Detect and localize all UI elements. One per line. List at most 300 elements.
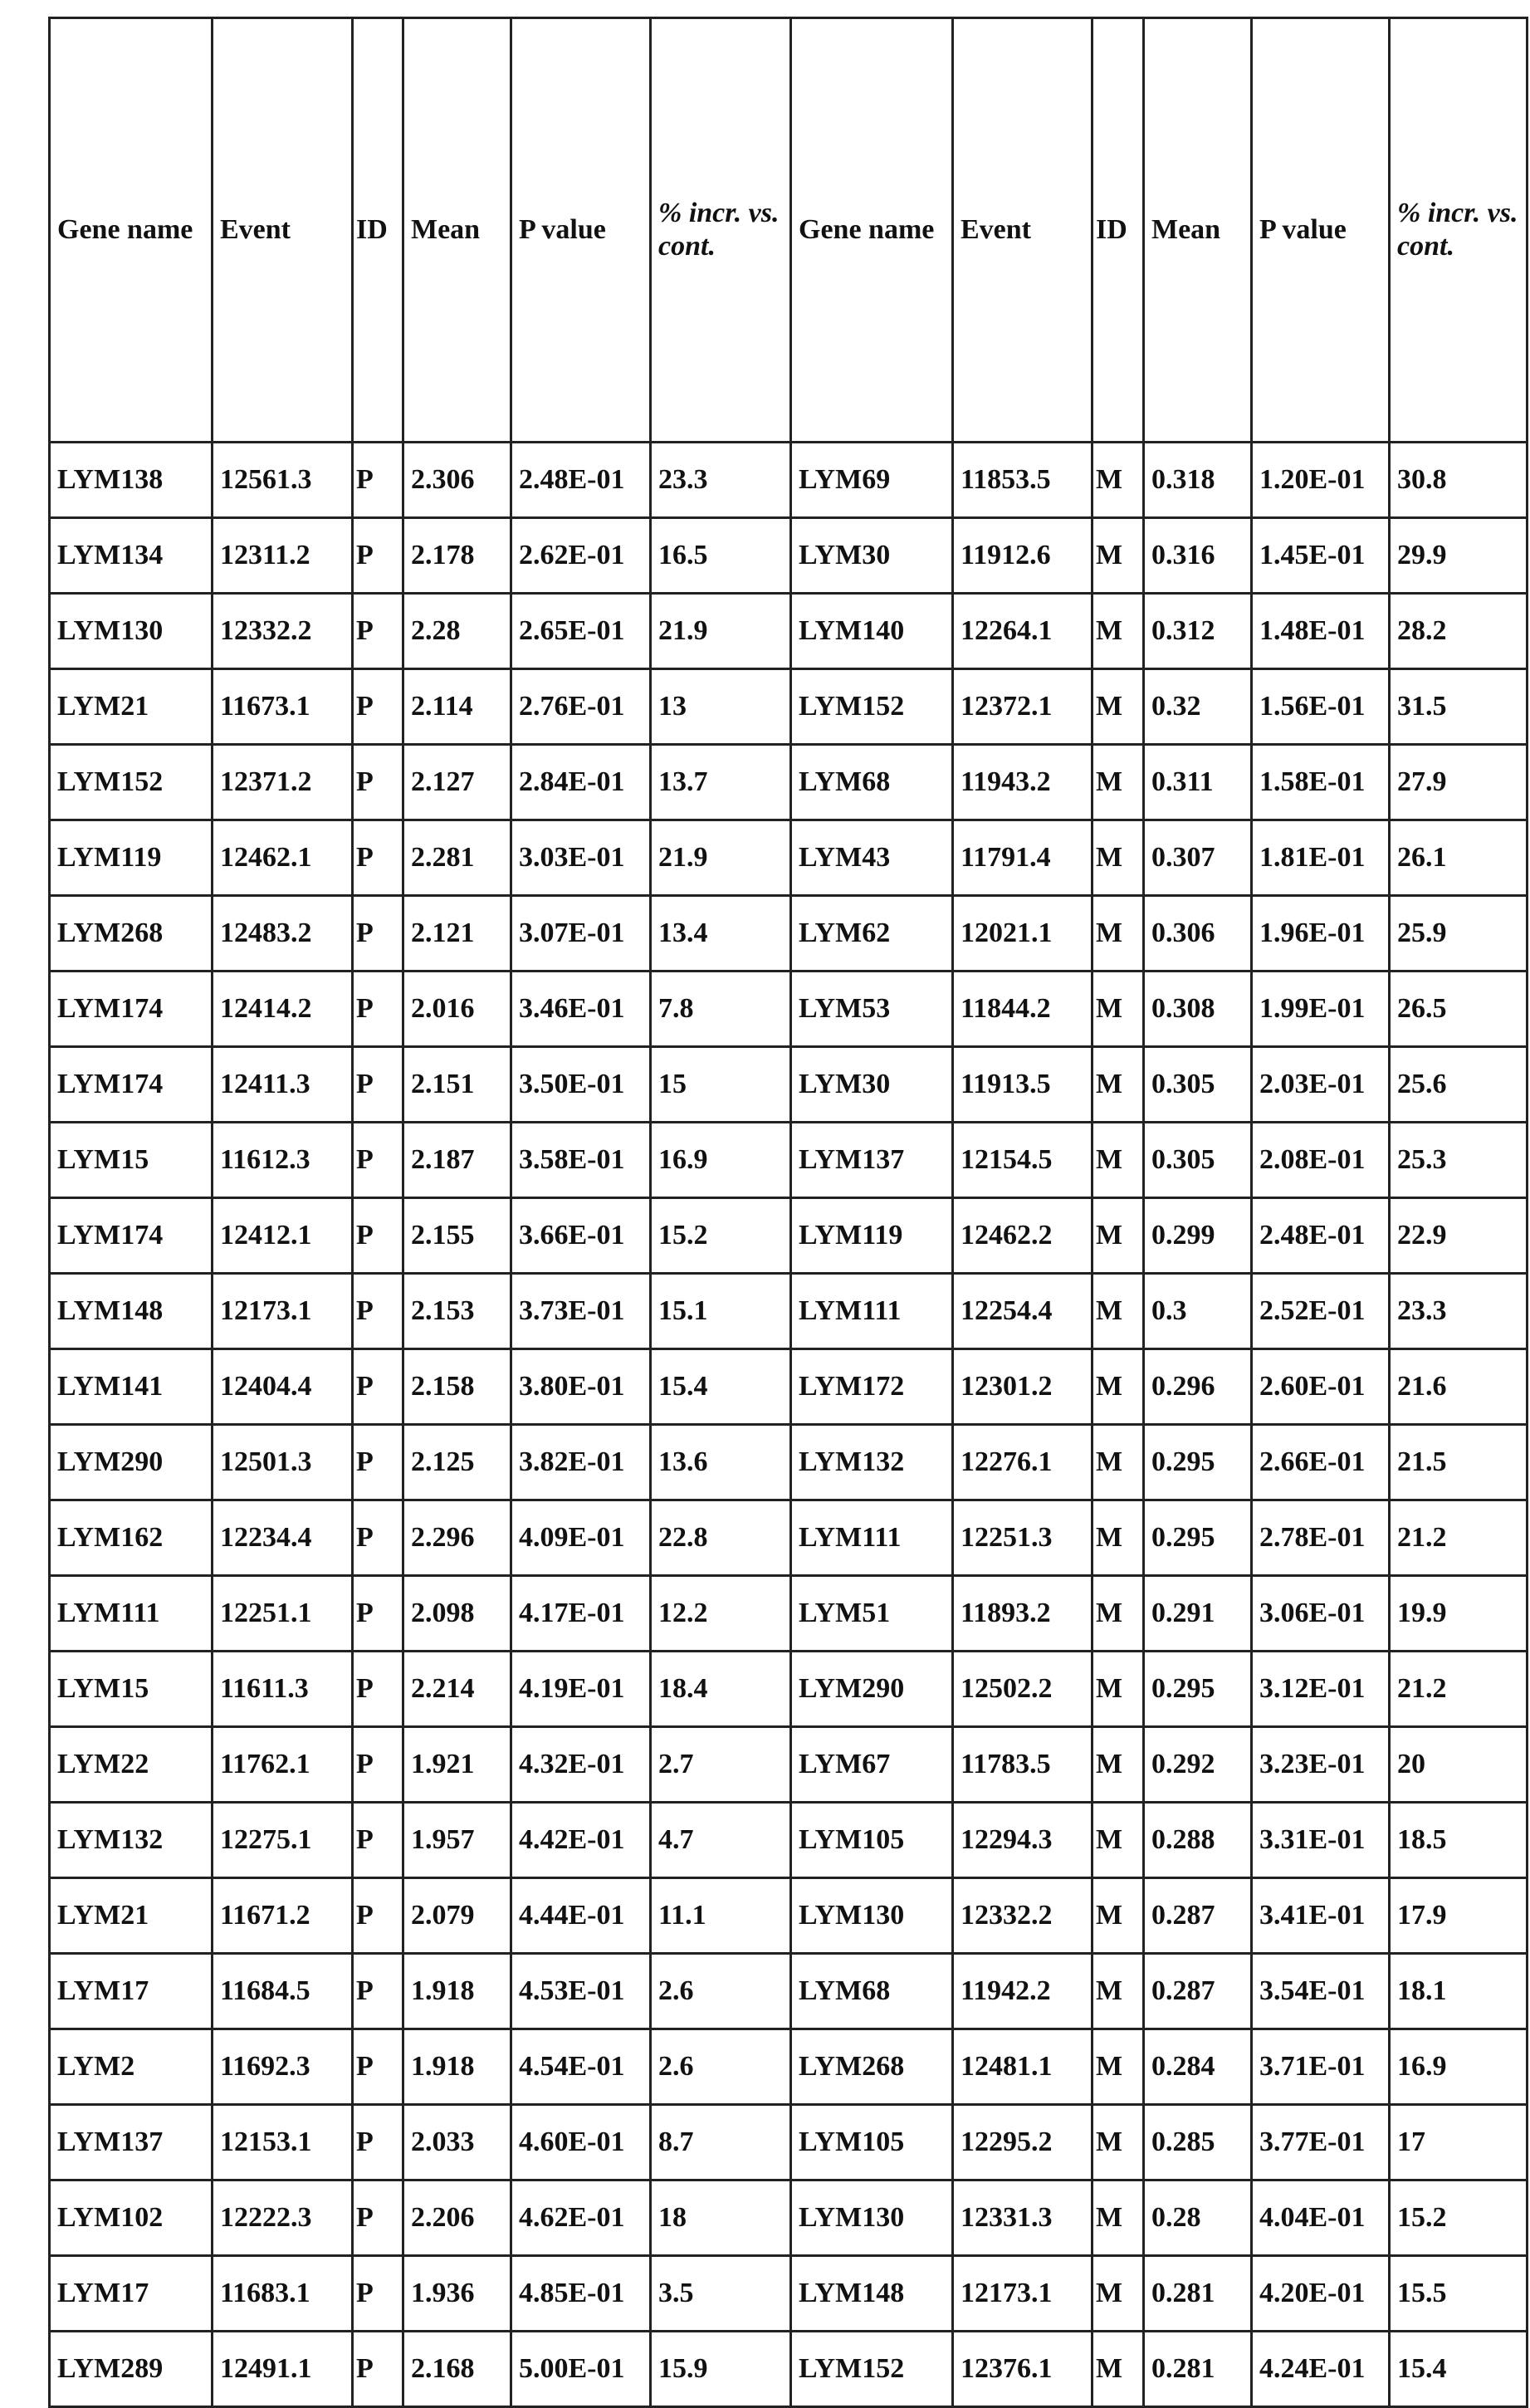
cell-percent-increase: 25.9 (1390, 896, 1528, 972)
header-id: ID (1093, 18, 1144, 443)
cell-event: 11692.3 (213, 2029, 353, 2105)
cell-mean: 2.168 (403, 2332, 511, 2407)
cell-p-value: 3.77E-01 (1252, 2105, 1390, 2180)
cell-mean: 0.287 (1144, 1878, 1252, 1954)
table-row (50, 1803, 1528, 1878)
cell-p-value: 1.81E-01 (1252, 820, 1390, 896)
cell-gene-name: LYM102 (50, 2180, 213, 2256)
cell-event: 12481.1 (953, 2029, 1093, 2105)
cell-mean: 2.178 (403, 518, 511, 594)
cell-event: 12404.4 (213, 1349, 353, 1425)
cell-event: 11853.5 (953, 443, 1093, 518)
cell-id: P (353, 972, 403, 1047)
cell-gene-name: LYM132 (50, 1803, 213, 1878)
cell-percent-increase: 26.5 (1390, 972, 1528, 1047)
cell-id: P (353, 1123, 403, 1198)
cell-percent-increase: 21.2 (1390, 1500, 1528, 1576)
cell-gene-name: LYM119 (50, 820, 213, 896)
cell-percent-increase: 25.3 (1390, 1123, 1528, 1198)
cell-event: 12561.3 (213, 443, 353, 518)
header-id: ID (353, 18, 403, 443)
cell-event: 11783.5 (953, 1727, 1093, 1803)
cell-percent-increase: 15.4 (651, 1349, 791, 1425)
cell-percent-increase: 22.8 (651, 1500, 791, 1576)
cell-p-value: 2.08E-01 (1252, 1123, 1390, 1198)
cell-mean: 2.127 (403, 745, 511, 820)
cell-p-value: 3.12E-01 (1252, 1652, 1390, 1727)
table-row (50, 1274, 1528, 1349)
cell-mean: 2.155 (403, 1198, 511, 1274)
cell-p-value: 3.66E-01 (511, 1198, 651, 1274)
cell-p-value: 2.65E-01 (511, 594, 651, 669)
cell-id: M (1093, 594, 1144, 669)
cell-mean: 2.281 (403, 820, 511, 896)
cell-gene-name: LYM148 (50, 1274, 213, 1349)
table-row (50, 2105, 1528, 2180)
cell-gene-name: LYM111 (791, 1500, 953, 1576)
cell-event: 12332.2 (213, 594, 353, 669)
cell-gene-name: LYM111 (50, 1576, 213, 1652)
cell-id: P (353, 443, 403, 518)
table-row (50, 1878, 1528, 1954)
cell-p-value: 1.96E-01 (1252, 896, 1390, 972)
cell-p-value: 2.84E-01 (511, 745, 651, 820)
cell-event: 12376.1 (953, 2332, 1093, 2407)
cell-mean: 0.281 (1144, 2256, 1252, 2332)
cell-gene-name: LYM105 (791, 1803, 953, 1878)
cell-percent-increase: 13.4 (651, 896, 791, 972)
cell-gene-name: LYM67 (791, 1727, 953, 1803)
cell-percent-increase: 20 (1390, 1727, 1528, 1803)
cell-p-value: 3.82E-01 (511, 1425, 651, 1500)
cell-id: P (353, 1652, 403, 1727)
cell-gene-name: LYM69 (791, 443, 953, 518)
cell-event: 12251.3 (953, 1500, 1093, 1576)
cell-percent-increase: 18.5 (1390, 1803, 1528, 1878)
cell-id: M (1093, 1274, 1144, 1349)
cell-event: 12491.1 (213, 2332, 353, 2407)
cell-mean: 0.287 (1144, 1954, 1252, 2029)
cell-mean: 1.921 (403, 1727, 511, 1803)
header-row (50, 18, 1528, 443)
cell-mean: 0.316 (1144, 518, 1252, 594)
cell-p-value: 2.76E-01 (511, 669, 651, 745)
cell-mean: 0.295 (1144, 1500, 1252, 1576)
cell-p-value: 1.48E-01 (1252, 594, 1390, 669)
cell-id: M (1093, 745, 1144, 820)
cell-mean: 2.214 (403, 1652, 511, 1727)
cell-gene-name: LYM174 (50, 1198, 213, 1274)
cell-id: M (1093, 1652, 1144, 1727)
cell-event: 11893.2 (953, 1576, 1093, 1652)
cell-event: 12234.4 (213, 1500, 353, 1576)
cell-gene-name: LYM174 (50, 972, 213, 1047)
cell-event: 12021.1 (953, 896, 1093, 972)
cell-mean: 0.305 (1144, 1123, 1252, 1198)
cell-percent-increase: 2.6 (651, 2029, 791, 2105)
cell-event: 11611.3 (213, 1652, 353, 1727)
cell-mean: 1.918 (403, 2029, 511, 2105)
cell-p-value: 2.48E-01 (1252, 1198, 1390, 1274)
cell-mean: 0.311 (1144, 745, 1252, 820)
cell-id: P (353, 518, 403, 594)
cell-event: 12251.1 (213, 1576, 353, 1652)
cell-event: 12254.4 (953, 1274, 1093, 1349)
table-row (50, 1047, 1528, 1123)
cell-p-value: 4.53E-01 (511, 1954, 651, 2029)
cell-mean: 2.187 (403, 1123, 511, 1198)
cell-id: M (1093, 1803, 1144, 1878)
cell-gene-name: LYM130 (791, 1878, 953, 1954)
table-row (50, 2256, 1528, 2332)
cell-gene-name: LYM15 (50, 1123, 213, 1198)
cell-id: M (1093, 972, 1144, 1047)
cell-mean: 1.936 (403, 2256, 511, 2332)
cell-mean: 0.308 (1144, 972, 1252, 1047)
cell-event: 12412.1 (213, 1198, 353, 1274)
cell-percent-increase: 11.1 (651, 1878, 791, 1954)
cell-mean: 0.32 (1144, 669, 1252, 745)
cell-event: 11671.2 (213, 1878, 353, 1954)
cell-id: M (1093, 1123, 1144, 1198)
cell-mean: 0.295 (1144, 1652, 1252, 1727)
cell-event: 12332.2 (953, 1878, 1093, 1954)
cell-event: 11943.2 (953, 745, 1093, 820)
cell-gene-name: LYM268 (50, 896, 213, 972)
cell-id: P (353, 2180, 403, 2256)
header-mean: Mean (403, 18, 511, 443)
cell-gene-name: LYM111 (791, 1274, 953, 1349)
cell-gene-name: LYM268 (791, 2029, 953, 2105)
cell-gene-name: LYM148 (791, 2256, 953, 2332)
table-row (50, 594, 1528, 669)
cell-percent-increase: 29.9 (1390, 518, 1528, 594)
header-gene-name: Gene name (50, 18, 213, 443)
cell-percent-increase: 23.3 (1390, 1274, 1528, 1349)
cell-gene-name: LYM21 (50, 1878, 213, 1954)
cell-gene-name: LYM138 (50, 443, 213, 518)
cell-event: 11912.6 (953, 518, 1093, 594)
cell-percent-increase: 7.8 (651, 972, 791, 1047)
cell-id: P (353, 1349, 403, 1425)
table-row (50, 443, 1528, 518)
cell-percent-increase: 17.9 (1390, 1878, 1528, 1954)
cell-mean: 2.121 (403, 896, 511, 972)
cell-p-value: 3.71E-01 (1252, 2029, 1390, 2105)
cell-percent-increase: 23.3 (651, 443, 791, 518)
cell-gene-name: LYM17 (50, 1954, 213, 2029)
cell-gene-name: LYM289 (50, 2332, 213, 2407)
cell-percent-increase: 21.2 (1390, 1652, 1528, 1727)
cell-mean: 0.284 (1144, 2029, 1252, 2105)
cell-event: 12483.2 (213, 896, 353, 972)
cell-id: P (353, 2105, 403, 2180)
cell-p-value: 3.31E-01 (1252, 1803, 1390, 1878)
cell-event: 12311.2 (213, 518, 353, 594)
cell-mean: 0.318 (1144, 443, 1252, 518)
cell-mean: 0.299 (1144, 1198, 1252, 1274)
cell-event: 12371.2 (213, 745, 353, 820)
cell-p-value: 3.73E-01 (511, 1274, 651, 1349)
cell-event: 11942.2 (953, 1954, 1093, 2029)
cell-mean: 2.125 (403, 1425, 511, 1500)
cell-p-value: 3.58E-01 (511, 1123, 651, 1198)
cell-p-value: 1.58E-01 (1252, 745, 1390, 820)
cell-id: M (1093, 1349, 1144, 1425)
cell-event: 11913.5 (953, 1047, 1093, 1123)
cell-event: 12154.5 (953, 1123, 1093, 1198)
cell-p-value: 4.20E-01 (1252, 2256, 1390, 2332)
cell-gene-name: LYM141 (50, 1349, 213, 1425)
table-row (50, 1349, 1528, 1425)
cell-gene-name: LYM174 (50, 1047, 213, 1123)
cell-id: P (353, 1500, 403, 1576)
cell-id: M (1093, 1425, 1144, 1500)
cell-mean: 2.153 (403, 1274, 511, 1349)
cell-id: M (1093, 518, 1144, 594)
cell-p-value: 4.04E-01 (1252, 2180, 1390, 2256)
cell-p-value: 1.20E-01 (1252, 443, 1390, 518)
cell-percent-increase: 21.9 (651, 594, 791, 669)
cell-percent-increase: 21.5 (1390, 1425, 1528, 1500)
cell-id: P (353, 669, 403, 745)
cell-id: P (353, 1576, 403, 1652)
cell-gene-name: LYM130 (791, 2180, 953, 2256)
cell-percent-increase: 15.2 (651, 1198, 791, 1274)
cell-id: M (1093, 2029, 1144, 2105)
cell-percent-increase: 15.9 (651, 2332, 791, 2407)
cell-percent-increase: 13.7 (651, 745, 791, 820)
cell-gene-name: LYM152 (791, 669, 953, 745)
cell-gene-name: LYM62 (791, 896, 953, 972)
cell-event: 11762.1 (213, 1727, 353, 1803)
cell-event: 12501.3 (213, 1425, 353, 1500)
cell-id: P (353, 594, 403, 669)
cell-percent-increase: 19.9 (1390, 1576, 1528, 1652)
table-row (50, 1198, 1528, 1274)
cell-percent-increase: 16.9 (1390, 2029, 1528, 2105)
cell-id: M (1093, 1047, 1144, 1123)
cell-p-value: 2.48E-01 (511, 443, 651, 518)
cell-percent-increase: 21.6 (1390, 1349, 1528, 1425)
cell-p-value: 4.19E-01 (511, 1652, 651, 1727)
cell-gene-name: LYM53 (791, 972, 953, 1047)
cell-event: 12295.2 (953, 2105, 1093, 2180)
cell-id: M (1093, 1878, 1144, 1954)
table-row (50, 1425, 1528, 1500)
cell-event: 11791.4 (953, 820, 1093, 896)
cell-gene-name: LYM2 (50, 2029, 213, 2105)
cell-id: P (353, 1274, 403, 1349)
cell-percent-increase: 31.5 (1390, 669, 1528, 745)
cell-event: 11684.5 (213, 1954, 353, 2029)
cell-gene-name: LYM105 (791, 2105, 953, 2180)
cell-percent-increase: 18.1 (1390, 1954, 1528, 2029)
cell-gene-name: LYM43 (791, 820, 953, 896)
cell-gene-name: LYM119 (791, 1198, 953, 1274)
cell-gene-name: LYM140 (791, 594, 953, 669)
cell-gene-name: LYM137 (791, 1123, 953, 1198)
cell-id: P (353, 820, 403, 896)
cell-p-value: 4.54E-01 (511, 2029, 651, 2105)
cell-p-value: 4.62E-01 (511, 2180, 651, 2256)
cell-event: 11683.1 (213, 2256, 353, 2332)
cell-id: P (353, 2256, 403, 2332)
cell-mean: 0.281 (1144, 2332, 1252, 2407)
cell-mean: 2.28 (403, 594, 511, 669)
cell-event: 12276.1 (953, 1425, 1093, 1500)
cell-gene-name: LYM152 (791, 2332, 953, 2407)
table-row (50, 896, 1528, 972)
cell-id: M (1093, 669, 1144, 745)
cell-event: 12411.3 (213, 1047, 353, 1123)
cell-id: M (1093, 1500, 1144, 1576)
cell-mean: 2.306 (403, 443, 511, 518)
cell-event: 11844.2 (953, 972, 1093, 1047)
cell-mean: 2.114 (403, 669, 511, 745)
cell-percent-increase: 22.9 (1390, 1198, 1528, 1274)
cell-gene-name: LYM130 (50, 594, 213, 669)
header-gene-name: Gene name (791, 18, 953, 443)
cell-id: P (353, 1727, 403, 1803)
cell-percent-increase: 16.5 (651, 518, 791, 594)
cell-event: 12173.1 (213, 1274, 353, 1349)
header-event: Event (213, 18, 353, 443)
cell-event: 12294.3 (953, 1803, 1093, 1878)
cell-p-value: 1.56E-01 (1252, 669, 1390, 745)
cell-event: 12173.1 (953, 2256, 1093, 2332)
cell-id: P (353, 1047, 403, 1123)
cell-mean: 2.296 (403, 1500, 511, 1576)
cell-mean: 2.033 (403, 2105, 511, 2180)
cell-p-value: 3.50E-01 (511, 1047, 651, 1123)
cell-mean: 2.016 (403, 972, 511, 1047)
cell-id: P (353, 1425, 403, 1500)
cell-gene-name: LYM132 (791, 1425, 953, 1500)
cell-gene-name: LYM68 (791, 745, 953, 820)
cell-gene-name: LYM172 (791, 1349, 953, 1425)
cell-mean: 0.288 (1144, 1803, 1252, 1878)
cell-event: 12462.1 (213, 820, 353, 896)
cell-event: 12222.3 (213, 2180, 353, 2256)
header-event: Event (953, 18, 1093, 443)
cell-event: 12153.1 (213, 2105, 353, 2180)
table-row (50, 2180, 1528, 2256)
cell-mean: 0.28 (1144, 2180, 1252, 2256)
cell-event: 12502.2 (953, 1652, 1093, 1727)
table-row (50, 1652, 1528, 1727)
table-row (50, 1954, 1528, 2029)
cell-percent-increase: 16.9 (651, 1123, 791, 1198)
cell-percent-increase: 2.7 (651, 1727, 791, 1803)
cell-mean: 0.296 (1144, 1349, 1252, 1425)
cell-gene-name: LYM68 (791, 1954, 953, 2029)
cell-gene-name: LYM137 (50, 2105, 213, 2180)
cell-gene-name: LYM30 (791, 518, 953, 594)
table-row (50, 518, 1528, 594)
header-mean: Mean (1144, 18, 1252, 443)
cell-id: M (1093, 1198, 1144, 1274)
cell-p-value: 3.07E-01 (511, 896, 651, 972)
cell-percent-increase: 4.7 (651, 1803, 791, 1878)
cell-id: P (353, 1803, 403, 1878)
cell-event: 11673.1 (213, 669, 353, 745)
cell-mean: 2.206 (403, 2180, 511, 2256)
cell-event: 12275.1 (213, 1803, 353, 1878)
table-row (50, 745, 1528, 820)
cell-percent-increase: 26.1 (1390, 820, 1528, 896)
cell-event: 11612.3 (213, 1123, 353, 1198)
cell-p-value: 4.60E-01 (511, 2105, 651, 2180)
cell-p-value: 2.78E-01 (1252, 1500, 1390, 1576)
cell-id: P (353, 2332, 403, 2407)
cell-p-value: 2.66E-01 (1252, 1425, 1390, 1500)
cell-percent-increase: 17 (1390, 2105, 1528, 2180)
cell-p-value: 3.03E-01 (511, 820, 651, 896)
table-row (50, 820, 1528, 896)
cell-p-value: 4.44E-01 (511, 1878, 651, 1954)
cell-id: M (1093, 1576, 1144, 1652)
cell-percent-increase: 13 (651, 669, 791, 745)
cell-p-value: 3.23E-01 (1252, 1727, 1390, 1803)
cell-id: P (353, 896, 403, 972)
cell-event: 12372.1 (953, 669, 1093, 745)
cell-id: M (1093, 2256, 1144, 2332)
table-row (50, 2332, 1528, 2407)
cell-p-value: 3.80E-01 (511, 1349, 651, 1425)
cell-event: 12301.2 (953, 1349, 1093, 1425)
cell-id: P (353, 1954, 403, 2029)
table-row (50, 1576, 1528, 1652)
cell-mean: 0.305 (1144, 1047, 1252, 1123)
cell-percent-increase: 27.9 (1390, 745, 1528, 820)
cell-percent-increase: 3.5 (651, 2256, 791, 2332)
cell-p-value: 1.45E-01 (1252, 518, 1390, 594)
table-row (50, 1500, 1528, 1576)
header-percent-increase: % incr. vs. cont. (651, 18, 791, 443)
cell-p-value: 5.00E-01 (511, 2332, 651, 2407)
cell-gene-name: LYM51 (791, 1576, 953, 1652)
cell-gene-name: LYM21 (50, 669, 213, 745)
cell-p-value: 2.62E-01 (511, 518, 651, 594)
cell-gene-name: LYM17 (50, 2256, 213, 2332)
cell-percent-increase: 30.8 (1390, 443, 1528, 518)
cell-id: M (1093, 2180, 1144, 2256)
cell-gene-name: LYM290 (791, 1652, 953, 1727)
cell-id: M (1093, 820, 1144, 896)
cell-mean: 0.285 (1144, 2105, 1252, 2180)
cell-mean: 0.295 (1144, 1425, 1252, 1500)
header-p-value: P value (511, 18, 651, 443)
cell-id: P (353, 2029, 403, 2105)
cell-mean: 0.291 (1144, 1576, 1252, 1652)
header-percent-increase: % incr. vs. cont. (1390, 18, 1528, 443)
cell-percent-increase: 12.2 (651, 1576, 791, 1652)
cell-percent-increase: 15.5 (1390, 2256, 1528, 2332)
cell-id: M (1093, 2105, 1144, 2180)
table-row (50, 669, 1528, 745)
cell-mean: 0.3 (1144, 1274, 1252, 1349)
cell-gene-name: LYM162 (50, 1500, 213, 1576)
cell-mean: 0.306 (1144, 896, 1252, 972)
cell-percent-increase: 18.4 (651, 1652, 791, 1727)
cell-p-value: 2.52E-01 (1252, 1274, 1390, 1349)
cell-mean: 2.151 (403, 1047, 511, 1123)
cell-mean: 2.158 (403, 1349, 511, 1425)
cell-id: P (353, 1198, 403, 1274)
cell-percent-increase: 8.7 (651, 2105, 791, 2180)
cell-gene-name: LYM290 (50, 1425, 213, 1500)
